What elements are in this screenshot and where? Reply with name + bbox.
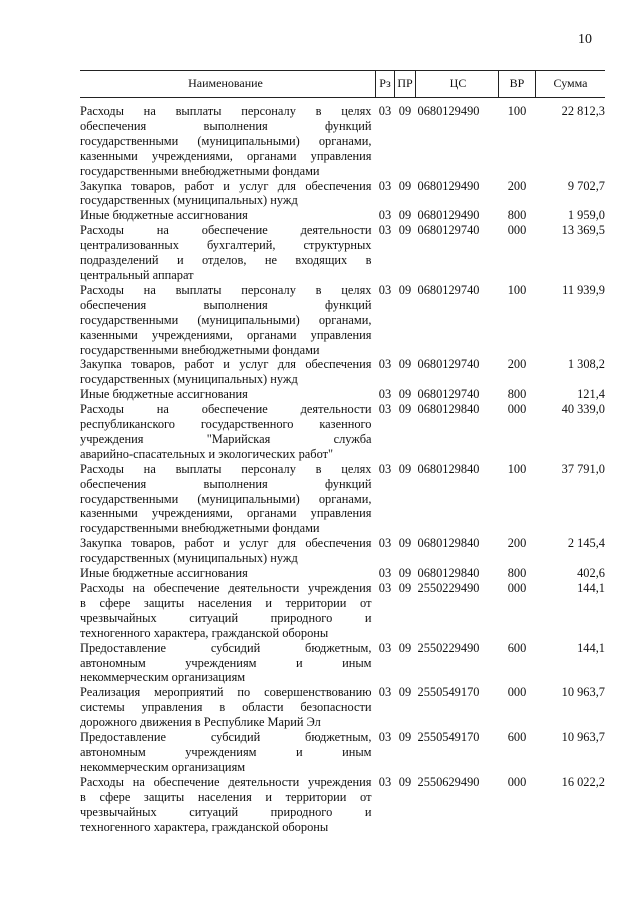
row-name xyxy=(80,641,376,686)
row-name-line: обеспечения выполнения функций xyxy=(80,118,372,133)
row-name-line: Предоставление субсидий бюджетным, xyxy=(80,730,372,745)
row-sum: 1 959,0 xyxy=(567,208,605,223)
row-cs: 0680129490 xyxy=(417,104,480,118)
row-pr: 09 xyxy=(398,357,412,372)
row-cs: 0680129740 xyxy=(417,223,480,238)
row-cs: 0680129490 xyxy=(417,178,480,193)
row-name xyxy=(80,581,376,641)
row-name-line: аварийно-спасательных и экологических работ" xyxy=(80,446,334,461)
row-name xyxy=(80,387,376,402)
table-row xyxy=(80,566,605,581)
row-name-line: Закупка товаров, работ и услуг для обеспечения xyxy=(80,536,372,551)
row-pr: 09 xyxy=(398,178,412,193)
row-name-line: Иные бюджетные ассигнования xyxy=(80,387,248,402)
row-cs: 0680129490 xyxy=(417,208,480,223)
row-name-line: Расходы на выплаты персоналу в целях xyxy=(80,104,372,118)
row-pr: 09 xyxy=(398,685,412,700)
row-pr: 09 xyxy=(398,208,412,223)
row-rz: 03 xyxy=(378,730,392,745)
row-name-line: Предоставление субсидий бюджетным, xyxy=(80,640,372,655)
row-name xyxy=(80,179,376,209)
row-name-line: государственных (муниципальных) нужд xyxy=(80,193,298,208)
table-row xyxy=(80,283,605,358)
row-vr: 200 xyxy=(507,357,527,372)
page-number: 10 xyxy=(578,32,592,47)
row-name-line: Иные бюджетные ассигнования xyxy=(80,566,248,581)
row-vr: 800 xyxy=(507,566,527,581)
table-row xyxy=(80,685,605,730)
row-name-line: чрезвычайных ситуаций природного и xyxy=(80,610,372,625)
row-sum: 37 791,0 xyxy=(561,461,605,476)
row-name-line: казенными учреждениями, органами управления xyxy=(80,506,372,521)
row-name-line: подразделений и отделов, не входящих в xyxy=(80,253,372,268)
table-row xyxy=(80,730,605,775)
row-name-line: Закупка товаров, работ и услуг для обеспечения xyxy=(80,357,372,372)
row-rz: 03 xyxy=(378,208,392,223)
row-pr: 09 xyxy=(398,282,412,297)
row-name-line: центральный аппарат xyxy=(80,267,194,282)
row-name-line: учреждения "Марийская служба xyxy=(80,431,372,446)
row-rz: 03 xyxy=(378,178,392,193)
row-name-line: казенными учреждениями, органами управления xyxy=(80,148,372,163)
row-pr: 09 xyxy=(398,730,412,745)
row-name-line: государственными (муниципальными) органами, xyxy=(80,491,372,506)
row-name-line: республиканского государственного казенного xyxy=(80,417,372,432)
row-cs: 2550229490 xyxy=(417,640,480,655)
row-rz: 03 xyxy=(378,774,392,789)
table-row xyxy=(80,357,605,387)
row-name-line: Расходы на выплаты персоналу в целях xyxy=(80,282,372,297)
header-pr: ПР xyxy=(395,71,416,98)
row-name xyxy=(80,208,376,223)
header-name: Наименование xyxy=(80,71,376,98)
row-name-line: обеспечения выполнения функций xyxy=(80,476,372,491)
row-pr: 09 xyxy=(398,536,412,551)
row-rz: 03 xyxy=(378,461,392,476)
row-name-line: дорожного движения в Республике Марий Эл xyxy=(80,715,321,730)
row-name-line: Иные бюджетные ассигнования xyxy=(80,208,248,223)
row-sum: 121,4 xyxy=(577,387,605,402)
row-sum: 2 145,4 xyxy=(567,536,605,551)
row-name xyxy=(80,536,376,566)
row-pr: 09 xyxy=(398,566,412,581)
row-cs: 0680129840 xyxy=(417,402,480,417)
row-rz: 03 xyxy=(378,387,392,402)
row-pr: 09 xyxy=(398,581,412,595)
row-name-line: автономным учреждениям и иным xyxy=(80,655,372,670)
table-row xyxy=(80,581,605,641)
row-name-line: государственными внебюджетными фондами xyxy=(80,163,320,178)
table-row xyxy=(80,208,605,223)
table-row xyxy=(80,387,605,402)
row-name xyxy=(80,357,376,387)
row-name-line: Реализация мероприятий по совершенствованию xyxy=(80,685,372,700)
row-cs: 0680129740 xyxy=(417,357,480,372)
row-rz: 03 xyxy=(378,223,392,238)
row-name-line: системы управления в области безопасности xyxy=(80,700,372,715)
table-row xyxy=(80,223,605,283)
row-rz: 03 xyxy=(378,581,392,595)
row-pr: 09 xyxy=(398,774,412,789)
row-rz: 03 xyxy=(378,402,392,417)
row-name-line: обеспечения выполнения функций xyxy=(80,297,372,312)
row-vr: 800 xyxy=(507,387,527,402)
header-sum: Сумма xyxy=(536,71,606,98)
row-cs: 2550549170 xyxy=(417,730,480,745)
row-name-line: Расходы на обеспечение деятельности xyxy=(80,402,372,417)
row-name xyxy=(80,775,376,835)
row-sum: 1 308,2 xyxy=(567,357,605,372)
row-vr: 600 xyxy=(507,640,527,655)
row-name xyxy=(80,402,376,462)
row-rz: 03 xyxy=(378,685,392,700)
row-vr: 000 xyxy=(507,402,527,417)
row-name-line: централизованных бухгалтерий, структурных xyxy=(80,238,372,253)
row-name xyxy=(80,566,376,581)
table-row xyxy=(80,98,605,179)
row-name-line: государственных (муниципальных) нужд xyxy=(80,372,298,387)
table-row xyxy=(80,462,605,537)
header-cs: ЦС xyxy=(416,71,499,98)
row-vr: 200 xyxy=(507,178,527,193)
row-name xyxy=(80,98,376,179)
row-pr: 09 xyxy=(398,223,412,238)
row-vr: 000 xyxy=(507,223,527,238)
row-cs: 0680129740 xyxy=(417,387,480,402)
row-sum: 144,1 xyxy=(577,640,605,655)
row-sum: 13 369,5 xyxy=(561,223,605,238)
row-name xyxy=(80,685,376,730)
row-rz: 03 xyxy=(378,104,392,118)
row-name-line: Закупка товаров, работ и услуг для обеспечения xyxy=(80,178,372,193)
row-name-line: в сфере защиты населения и территории от xyxy=(80,789,372,804)
row-pr: 09 xyxy=(398,461,412,476)
row-cs: 2550549170 xyxy=(417,685,480,700)
row-sum: 16 022,2 xyxy=(561,774,605,789)
header-rz: Рз xyxy=(376,71,395,98)
row-cs: 0680129840 xyxy=(417,536,480,551)
row-rz: 03 xyxy=(378,566,392,581)
row-cs: 2550229490 xyxy=(417,581,480,595)
row-rz: 03 xyxy=(378,357,392,372)
row-name-line: некоммерческим организациям xyxy=(80,670,246,685)
row-pr: 09 xyxy=(398,104,412,118)
row-name-line: техногенного характера, гражданской обороны xyxy=(80,625,329,640)
table-row xyxy=(80,179,605,209)
row-name-line: Расходы на выплаты персоналу в целях xyxy=(80,461,372,476)
row-sum: 10 963,7 xyxy=(561,730,605,745)
row-sum: 144,1 xyxy=(577,581,605,595)
table-header-row xyxy=(80,71,605,98)
row-name-line: Расходы на обеспечение деятельности учреждения xyxy=(80,581,372,595)
row-vr: 100 xyxy=(507,461,527,476)
row-name-line: автономным учреждениям и иным xyxy=(80,744,372,759)
table-row xyxy=(80,641,605,686)
budget-table xyxy=(80,70,605,834)
row-pr: 09 xyxy=(398,387,412,402)
row-vr: 000 xyxy=(507,685,527,700)
row-name-line: казенными учреждениями, органами управления xyxy=(80,327,372,342)
row-name-line: техногенного характера, гражданской обороны xyxy=(80,819,329,834)
row-rz: 03 xyxy=(378,640,392,655)
row-sum: 402,6 xyxy=(577,566,605,581)
row-sum: 9 702,7 xyxy=(567,178,605,193)
row-vr: 000 xyxy=(507,774,527,789)
row-name-line: государственными внебюджетными фондами xyxy=(80,342,320,357)
row-vr: 800 xyxy=(507,208,527,223)
row-name-line: государственными (муниципальными) органами, xyxy=(80,133,372,148)
table-body xyxy=(80,98,605,835)
row-name-line: государственными внебюджетными фондами xyxy=(80,521,320,536)
row-cs: 0680129740 xyxy=(417,282,480,297)
row-rz: 03 xyxy=(378,282,392,297)
row-name-line: некоммерческим организациям xyxy=(80,759,246,774)
row-name-line: Расходы на обеспечение деятельности учреждения xyxy=(80,774,372,789)
table-row xyxy=(80,775,605,835)
row-pr: 09 xyxy=(398,402,412,417)
row-vr: 000 xyxy=(507,581,527,595)
row-name-line: Расходы на обеспечение деятельности xyxy=(80,223,372,238)
row-cs: 0680129840 xyxy=(417,566,480,581)
row-sum: 11 939,9 xyxy=(562,282,605,297)
row-name-line: государственных (муниципальных) нужд xyxy=(80,551,298,566)
row-name xyxy=(80,283,376,358)
row-name xyxy=(80,730,376,775)
row-sum: 10 963,7 xyxy=(561,685,605,700)
row-sum: 22 812,3 xyxy=(561,104,605,118)
table-row xyxy=(80,402,605,462)
row-rz: 03 xyxy=(378,536,392,551)
row-vr: 600 xyxy=(507,730,527,745)
row-cs: 0680129840 xyxy=(417,461,480,476)
row-name-line: чрезвычайных ситуаций природного и xyxy=(80,804,372,819)
row-vr: 200 xyxy=(507,536,527,551)
row-sum: 40 339,0 xyxy=(561,402,605,417)
row-name xyxy=(80,462,376,537)
row-name xyxy=(80,223,376,283)
row-name-line: в сфере защиты населения и территории от xyxy=(80,595,372,610)
table-row xyxy=(80,536,605,566)
row-name-line: государственными (муниципальными) органами, xyxy=(80,312,372,327)
row-cs: 2550629490 xyxy=(417,774,480,789)
row-pr: 09 xyxy=(398,640,412,655)
row-vr: 100 xyxy=(507,282,527,297)
row-vr: 100 xyxy=(507,104,527,118)
header-vr: ВР xyxy=(499,71,536,98)
